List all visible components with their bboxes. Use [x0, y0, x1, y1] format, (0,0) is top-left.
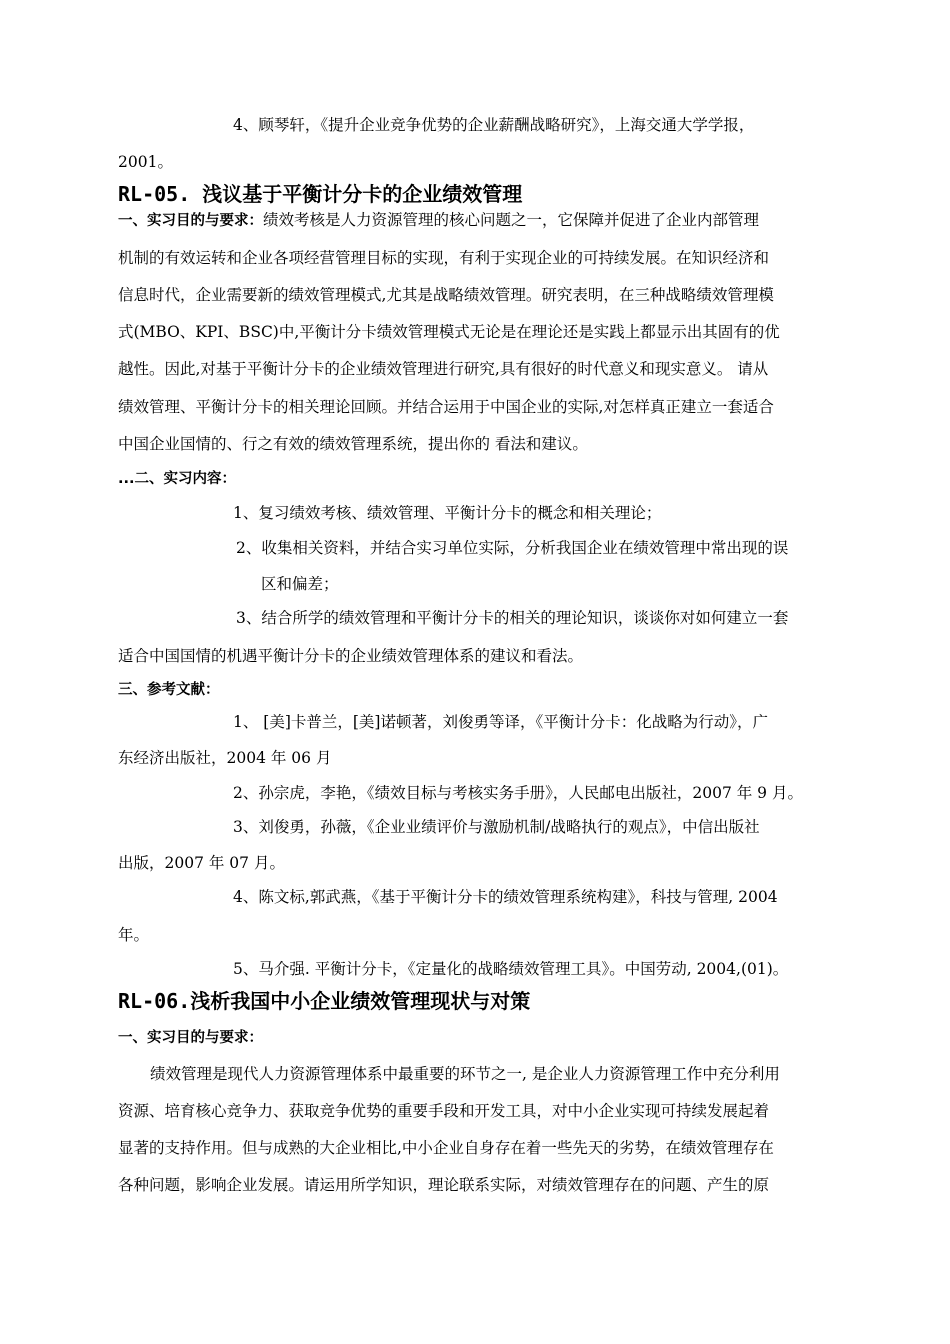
list-item-cont: 适合中国国情的机遇平衡计分卡的企业绩效管理体系的建议和看法。: [118, 647, 584, 665]
reference-item: 3、刘俊勇，孙薇，《企业业绩评价与激励机制/战略执行的观点》，中信出版社: [233, 818, 760, 836]
paragraph-line: 资源、培育核心竞争力、获取竞争优势的重要手段和开发工具，对中小企业实现可持续发展起着: [118, 1102, 770, 1120]
paragraph-line: [118, 210, 759, 231]
reference-item-cont: 出版，2007 年 07 月。: [118, 854, 285, 872]
paragraph-line: 越性。因此,对基于平衡计分卡的企业绩效管理进行研究,具有很好的时代意义和现实意义。 请从: [118, 360, 769, 378]
paragraph-line: 各种问题，影响企业发展。请运用所学知识，理论联系实际，对绩效管理存在的问题、产生的原: [118, 1176, 770, 1194]
reference-item: 1、 [美]卡普兰，[美]诺顿著，刘俊勇等译，《平衡计分卡：化战略为行动》，广: [233, 713, 768, 731]
section-label: 一、实习目的与要求：: [118, 1030, 263, 1046]
paragraph-line: 绩效管理、平衡计分卡的相关理论回顾。并结合运用于中国企业的实际,对怎样真正建立一套适合: [118, 398, 774, 416]
section-label: 三、参考文献：: [118, 682, 220, 698]
top-reference-line: 4、顾琴轩，《提升企业竞争优势的企业薪酬战略研究》，上海交通大学学报，: [233, 116, 755, 134]
paragraph-text: 绩效考核是人力资源管理的核心问题之一，它保障并促进了企业内部管理: [263, 211, 760, 229]
list-item: 2、收集相关资料，并结合实习单位实际，分析我国企业在绩效管理中常出现的误: [236, 539, 789, 557]
paragraph-line: 机制的有效运转和企业各项经营管理目标的实现，有利于实现企业的可持续发展。在知识经济和: [118, 249, 770, 267]
section-title-rl05: RL-05. 浅议基于平衡计分卡的企业绩效管理: [118, 182, 523, 206]
top-reference-line-cont: 2001。: [118, 153, 173, 171]
reference-item: 4、陈文标,郭武燕，《基于平衡计分卡的绩效管理系统构建》，科技与管理, 2004: [233, 888, 778, 906]
paragraph-line: 显著的支持作用。但与成熟的大企业相比,中小企业自身存在着一些先天的劣势，在绩效管理存在: [118, 1139, 774, 1157]
section-title-rl06: RL-06.浅析我国中小企业绩效管理现状与对策: [118, 989, 531, 1013]
reference-item-cont: 东经济出版社，2004 年 06 月: [118, 749, 332, 767]
section-label: ...二、实习内容：: [118, 471, 237, 487]
paragraph-line: 式(MBO、KPI、BSC)中,平衡计分卡绩效管理模式无论是在理论还是实践上都显示出其固有的优: [118, 323, 780, 341]
reference-item-cont: 年。: [118, 926, 150, 944]
section-label: 一、实习目的与要求：: [118, 213, 263, 229]
paragraph-line: 信息时代，企业需要新的绩效管理模式,尤其是战略绩效管理。研究表明，在三种战略绩效管理模: [118, 286, 774, 304]
paragraph-line: 绩效管理是现代人力资源管理体系中最重要的环节之一, 是企业人力资源管理工作中充分利用: [150, 1065, 780, 1083]
list-item: 1、复习绩效考核、绩效管理、平衡计分卡的概念和相关理论；: [233, 504, 662, 522]
list-item-cont: 区和偏差；: [261, 575, 339, 593]
reference-item: 5、马介强. 平衡计分卡，《定量化的战略绩效管理工具》。中国劳动, 2004,(01)。: [233, 960, 789, 978]
paragraph-line: 中国企业国情的、行之有效的绩效管理系统，提出你的 看法和建议。: [118, 435, 588, 453]
reference-item: 2、孙宗虎，李艳，《绩效目标与考核实务手册》，人民邮电出版社，2007 年 9 月。: [233, 784, 803, 802]
list-item: 3、结合所学的绩效管理和平衡计分卡的相关的理论知识，谈谈你对如何建立一套: [236, 609, 789, 627]
